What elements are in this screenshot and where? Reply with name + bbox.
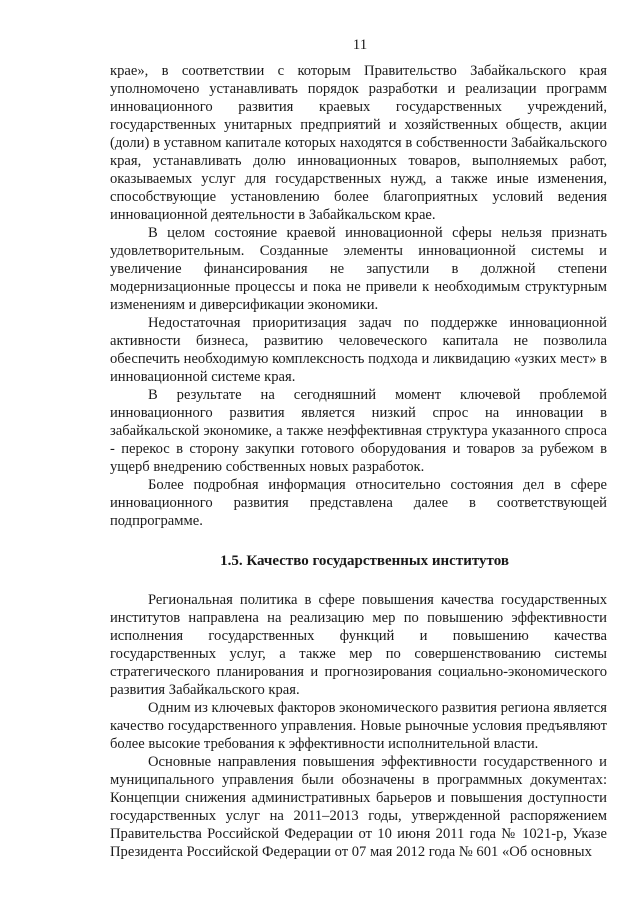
paragraph-3: Недостаточная приоритизация задач по поддержке инновационной активности бизнеса, развитию человеческого капитала не позволила обеспечить необходимую комплексность подхода и ликвидацию «узких мест» в инновационной системе края. — [110, 315, 607, 385]
paragraph-7: Одним из ключевых факторов экономического развития региона является качество государственного управления. Новые рыночные условия предъявляют более высокие требования к эффективности исполнительной власти. — [110, 700, 607, 752]
paragraph-2: В целом состояние краевой инновационной сферы нельзя признать удовлетворительным. Созданные элементы инновационной системы и увеличение финансирования не запустили в должной степени модернизационные процессы и пока не привели к необходимым структурным изменениям и диверсификации экономики. — [110, 225, 607, 313]
paragraph-1: крае», в соответствии с которым Правительство Забайкальского края уполномочено устанавливать порядок разработки и реализации программ инновационного развития краевых государственных учреждений, государственных унитарных предприятий и хозяйственных обществ, акции (доли) в уставном капитале которых находятся в собственности Забайкальского края, устанавливать долю инновационных товаров, выполняемых работ, оказываемых услуг для государственных нужд, а также иные изменения, способствующие установлению более благоприятных условий ведения инновационной деятельности в Забайкальском крае. — [110, 63, 607, 223]
paragraph-8: Основные направления повышения эффективности государственного и муниципального управления были обозначены в программных документах: Концепции снижения административных барьеров и повышения доступности государственных услуг на 2011–2013 годы, утвержденной распоряжением Правительства Российской Федерации от 10 июня 2011 года № 1021-р, Указе Президента Российской Федерации от 07 мая 2012 года № 601 «Об основных — [110, 754, 607, 860]
paragraph-6: Региональная политика в сфере повышения качества государственных институтов направлена на реализацию мер по повышению эффективности исполнения государственных функций и повышению качества государственных услуг, а также мер по совершенствованию системы стратегического планирования и прогнозирования социально-экономического развития Забайкальского края. — [110, 592, 607, 698]
document-body — [110, 62, 607, 861]
page-number: 11 — [352, 37, 368, 53]
paragraph-4: В результате на сегодняшний момент ключевой проблемой инновационного развития является низкий спрос на инновации в забайкальской экономике, а также неэффективная структура указанного спроса - перекос в сторону закупки готового оборудования и товаров за рубежом в ущерб внедрению собственных новых разработок. — [110, 387, 607, 475]
section-heading: 1.5. Качество государственных институтов — [220, 553, 509, 569]
paragraph-5: Более подробная информация относительно состояния дел в сфере инновационного развития представлена далее в соответствующей подпрограмме. — [110, 477, 607, 529]
